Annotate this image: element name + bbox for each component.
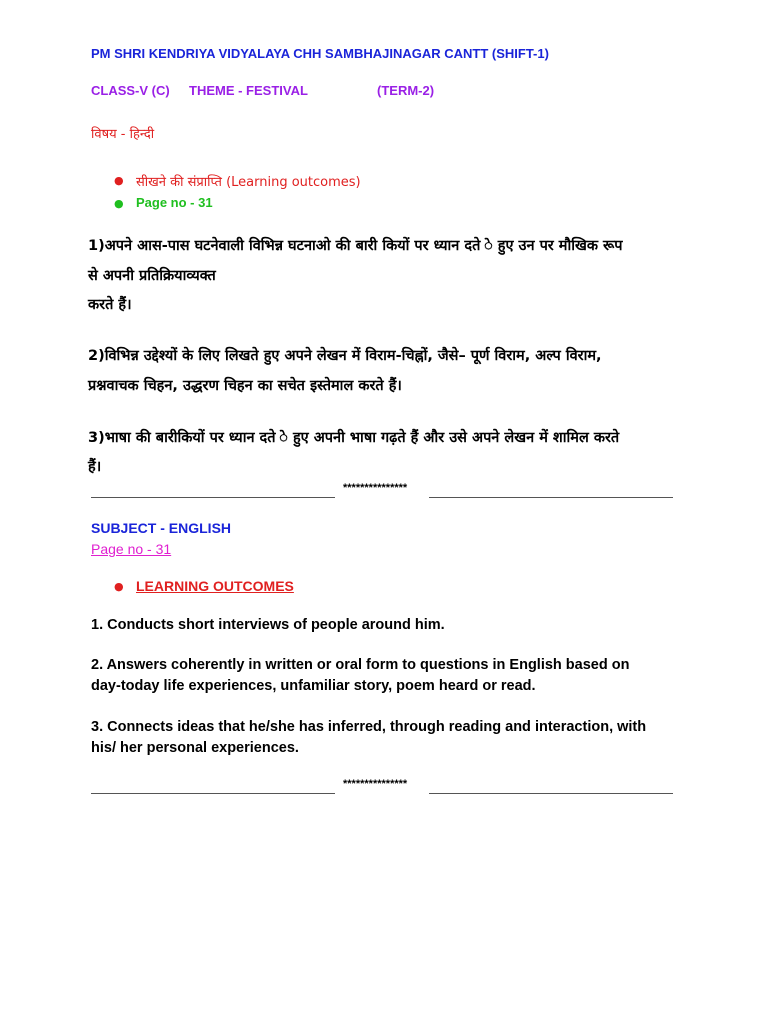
english-outcome-3-line-2: his/ her personal experiences. xyxy=(91,740,299,756)
hindi-outcome-3-line-1: 3)भाषा की बारीकियों पर ध्यान दते े हुए अपनी भाषा गढ़ते हैं और उसे अपने लेखन में शामिल करते xyxy=(88,430,620,446)
school-title: PM SHRI KENDRIYA VIDYALAYA CHH SAMBHAJINAGAR CANTT (SHIFT-1) xyxy=(91,46,549,61)
separator-line-left xyxy=(91,793,335,794)
bullet-icon: ● xyxy=(114,174,124,187)
learning-outcomes-hindi-label: सीखने की संप्राप्ति (Learning outcomes) xyxy=(136,175,361,190)
hindi-outcome-1-line-3: करते हैं। xyxy=(88,297,132,313)
term-label: (TERM-2) xyxy=(377,83,435,98)
separator-line-right xyxy=(429,793,673,794)
hindi-page-number: Page no - 31 xyxy=(136,195,213,210)
hindi-outcome-1-line-1: 1)अपने आस-पास घटनेवाली विभिन्न घटनाओ की बारी कियों पर ध्यान दते े हुए उन पर मौखिक रूप xyxy=(88,238,623,254)
separator-stars: *************** xyxy=(343,778,408,790)
hindi-outcome-1-line-2: से अपनी प्रतिक्रियाव्यक्त xyxy=(88,268,216,284)
english-outcome-2-line-1: 2. Answers coherently in written or oral form to questions in English based on xyxy=(91,657,630,673)
separator-line-left xyxy=(91,497,335,498)
hindi-subject-heading: विषय - हिन्दी xyxy=(91,127,155,142)
hindi-outcome-2-line-2: प्रश्नवाचक चिहन, उद्धरण चिहन का सचेत इस्तेमाल करते हैं। xyxy=(88,378,402,394)
english-page-number: Page no - 31 xyxy=(91,541,172,557)
hindi-outcome-2-line-1: 2)विभिन्न उद्देश्यों के लिए लिखते हुए अपने लेखन में विराम-चिह्नों, जैसे– पूर्ण विराम, अल्प विराम, xyxy=(88,348,602,364)
theme-label: THEME - FESTIVAL xyxy=(189,83,308,98)
english-outcome-1: 1. Conducts short interviews of people around him. xyxy=(91,617,445,633)
class-label: CLASS-V (C) xyxy=(91,83,170,98)
separator-stars: *************** xyxy=(343,482,408,494)
hindi-outcome-3-line-2: हैं। xyxy=(88,459,102,475)
bullet-icon: ● xyxy=(114,197,124,210)
english-outcome-3-line-1: 3. Connects ideas that he/she has inferred, through reading and interaction, with xyxy=(91,719,647,735)
english-outcome-2-line-2: day-today life experiences, unfamiliar story, poem heard or read. xyxy=(91,678,536,694)
separator-line-right xyxy=(429,497,673,498)
learning-outcomes-heading: LEARNING OUTCOMES xyxy=(136,578,294,594)
bullet-icon: ● xyxy=(114,580,124,593)
english-subject-heading: SUBJECT - ENGLISH xyxy=(91,520,232,536)
